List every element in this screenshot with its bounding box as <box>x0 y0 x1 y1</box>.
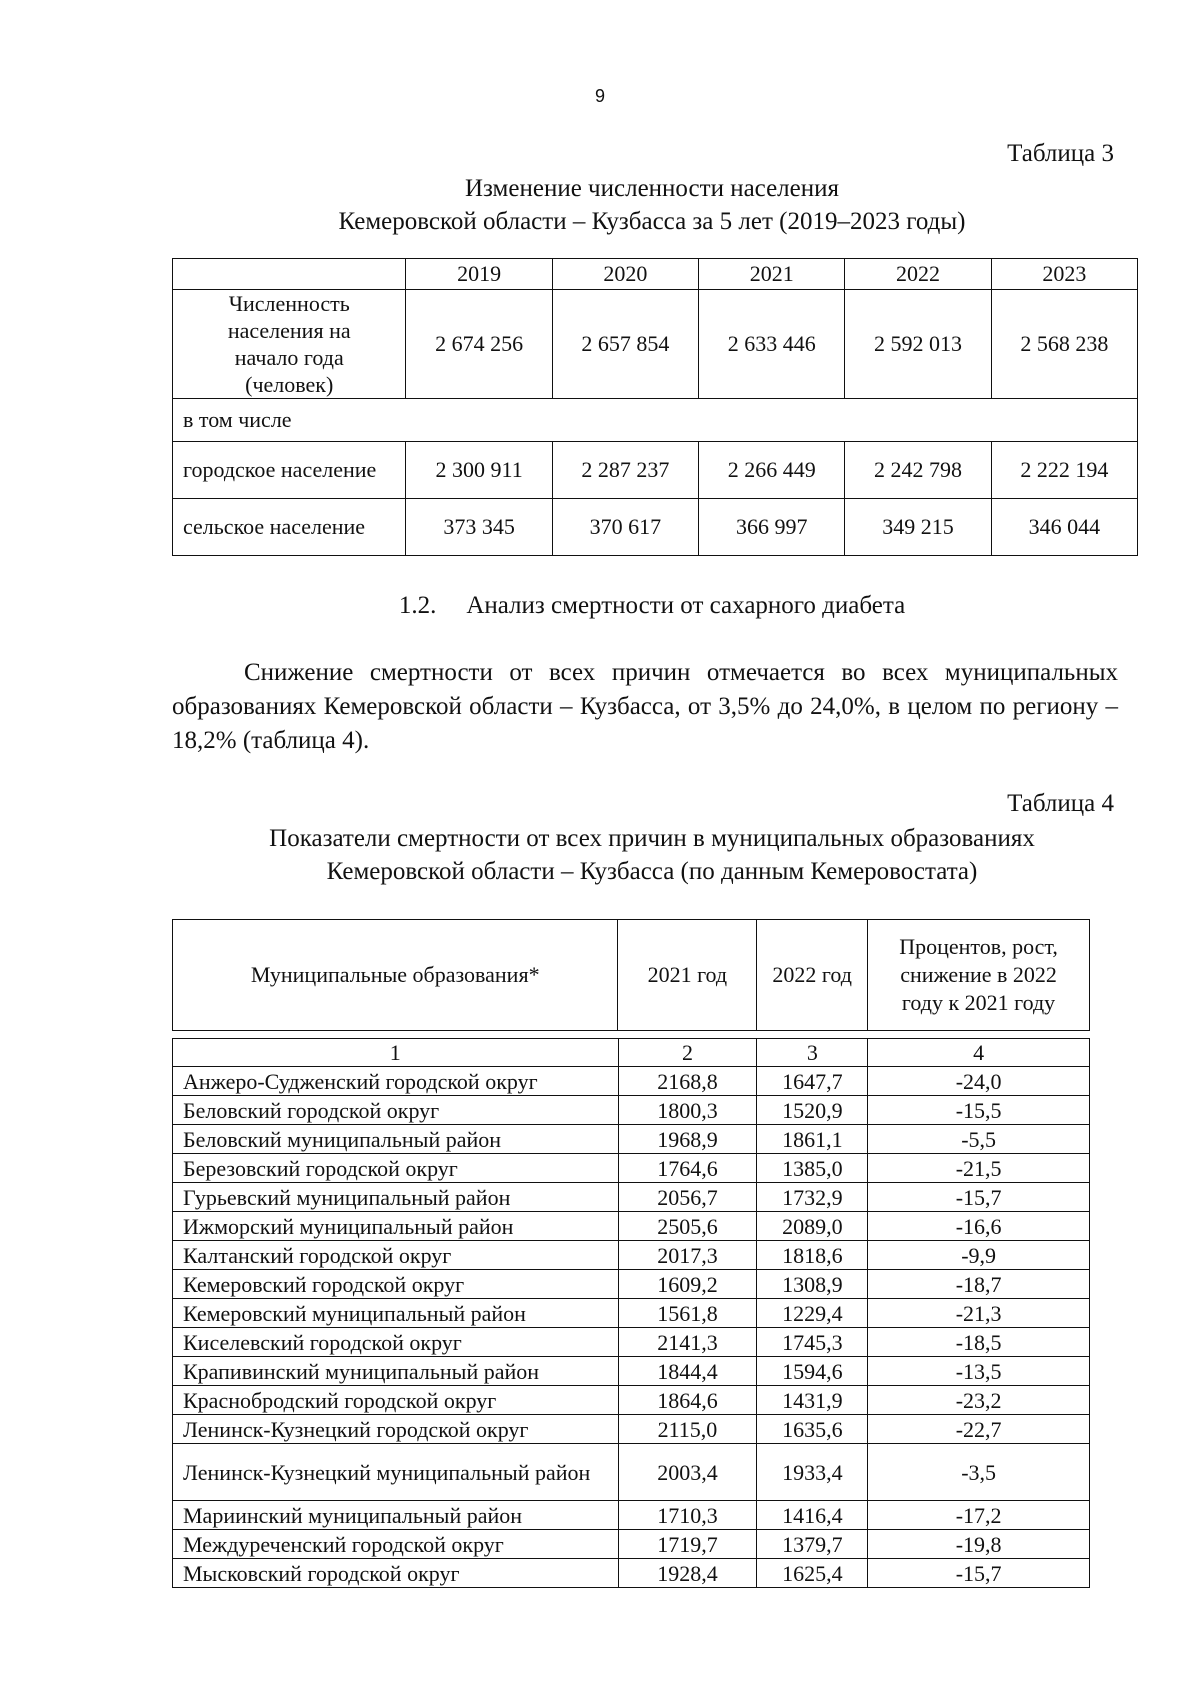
section-heading <box>172 592 1132 620</box>
change-percent: -18,5 <box>868 1328 1090 1357</box>
table-row <box>173 1125 1090 1154</box>
change-percent: -18,7 <box>868 1270 1090 1299</box>
table3-label: Таблица 3 <box>1007 140 1114 167</box>
change-percent: -15,7 <box>868 1183 1090 1212</box>
year-header: 2019 <box>406 259 552 290</box>
change-percent: -22,7 <box>868 1415 1090 1444</box>
value-2022: 1625,4 <box>757 1559 868 1588</box>
header-2022: 2022 год <box>757 920 868 1031</box>
value-2022: 1745,3 <box>757 1328 868 1357</box>
column-number: 4 <box>868 1039 1090 1067</box>
value-2022: 1385,0 <box>757 1154 868 1183</box>
value-2022: 1933,4 <box>757 1444 868 1501</box>
value-2021: 1719,7 <box>618 1530 757 1559</box>
change-percent: -24,0 <box>868 1067 1090 1096</box>
value-2021: 2115,0 <box>618 1415 757 1444</box>
section-title: Анализ смертности от сахарного диабета <box>466 592 906 619</box>
year-header: 2020 <box>552 259 698 290</box>
value-2021: 2505,6 <box>618 1212 757 1241</box>
population-urban-value: 2 266 449 <box>699 442 845 499</box>
section-number: 1.2. <box>398 592 437 619</box>
municipality-name: Киселевский городской округ <box>173 1328 619 1357</box>
population-rural-value: 373 345 <box>406 499 552 556</box>
change-percent: -15,5 <box>868 1096 1090 1125</box>
year-header: 2023 <box>991 259 1137 290</box>
table3-caption-line1: Изменение численности населения <box>464 175 840 202</box>
value-2022: 1861,1 <box>757 1125 868 1154</box>
column-number: 3 <box>757 1039 868 1067</box>
value-2021: 1710,3 <box>618 1501 757 1530</box>
value-2022: 1379,7 <box>757 1530 868 1559</box>
table-row <box>173 1415 1090 1444</box>
value-2022: 1229,4 <box>757 1299 868 1328</box>
value-2021: 1764,6 <box>618 1154 757 1183</box>
column-number: 1 <box>173 1039 619 1067</box>
municipality-name: Кемеровский муниципальный район <box>173 1299 619 1328</box>
municipality-name: Мариинский муниципальный район <box>173 1501 619 1530</box>
change-percent: -23,2 <box>868 1386 1090 1415</box>
value-2021: 1968,9 <box>618 1125 757 1154</box>
change-percent: -15,7 <box>868 1559 1090 1588</box>
population-total-value: 2 657 854 <box>552 290 698 399</box>
table-row <box>173 1559 1090 1588</box>
table4-label: Таблица 4 <box>1007 790 1114 817</box>
mortality-table <box>172 1038 1090 1588</box>
municipality-name: Крапивинский муниципальный район <box>173 1357 619 1386</box>
value-2021: 2017,3 <box>618 1241 757 1270</box>
value-2021: 1928,4 <box>618 1559 757 1588</box>
municipality-name: Анжеро-Судженский городской округ <box>173 1067 619 1096</box>
population-urban-value: 2 300 911 <box>406 442 552 499</box>
value-2022: 1635,6 <box>757 1415 868 1444</box>
table4-caption <box>172 822 1132 888</box>
value-2022: 1308,9 <box>757 1270 868 1299</box>
change-percent: -19,8 <box>868 1530 1090 1559</box>
population-including-row <box>173 399 1138 442</box>
population-urban-value: 2 287 237 <box>552 442 698 499</box>
municipality-name: Калтанский городской округ <box>173 1241 619 1270</box>
population-table <box>172 258 1138 556</box>
value-2022: 1647,7 <box>757 1067 868 1096</box>
municipality-name: Краснобродский городской округ <box>173 1386 619 1415</box>
year-header: 2022 <box>845 259 991 290</box>
municipality-name: Беловский городской округ <box>173 1096 619 1125</box>
value-2022: 1416,4 <box>757 1501 868 1530</box>
municipality-name: Беловский муниципальный район <box>173 1125 619 1154</box>
population-total-value: 2 568 238 <box>991 290 1137 399</box>
value-2021: 1800,3 <box>618 1096 757 1125</box>
table-row <box>173 1357 1090 1386</box>
municipality-name: Мысковский городской округ <box>173 1559 619 1588</box>
value-2022: 2089,0 <box>757 1212 868 1241</box>
value-2021: 1864,6 <box>618 1386 757 1415</box>
population-rural-label: сельское население <box>173 499 406 556</box>
value-2022: 1732,9 <box>757 1183 868 1212</box>
value-2021: 2003,4 <box>618 1444 757 1501</box>
column-number: 2 <box>618 1039 757 1067</box>
population-table-corner-cell <box>173 259 406 290</box>
value-2022: 1520,9 <box>757 1096 868 1125</box>
population-rural-row <box>173 499 1138 556</box>
table4-caption-line2: Кемеровской области – Кузбасса (по данным Кемеровостата) <box>326 858 978 885</box>
table-row <box>173 1212 1090 1241</box>
table-row <box>173 1096 1090 1125</box>
table-row <box>173 1299 1090 1328</box>
population-urban-label: городское население <box>173 442 406 499</box>
population-urban-value: 2 242 798 <box>845 442 991 499</box>
change-percent: -9,9 <box>868 1241 1090 1270</box>
table-row <box>173 1270 1090 1299</box>
table-row <box>173 1067 1090 1096</box>
population-urban-value: 2 222 194 <box>991 442 1137 499</box>
municipality-name: Березовский городской округ <box>173 1154 619 1183</box>
body-paragraph: Снижение смертности от всех причин отмечается во всех муниципальных образованиях Кемеровской области – Кузбасса, от 3,5% до 24,0%, в целом по региону – 18,2% (таблица 4). <box>172 659 1118 754</box>
mortality-table-header-row <box>173 920 1090 1031</box>
municipality-name: Ленинск-Кузнецкий городской округ <box>173 1415 619 1444</box>
table-row <box>173 1183 1090 1212</box>
year-header: 2021 <box>699 259 845 290</box>
population-total-value: 2 633 446 <box>699 290 845 399</box>
table4-caption-line1: Показатели смертности от всех причин в муниципальных образованиях <box>269 825 1035 852</box>
table-row <box>173 1241 1090 1270</box>
table-row <box>173 1328 1090 1357</box>
population-rural-value: 349 215 <box>845 499 991 556</box>
page-number: 9 <box>594 86 605 106</box>
change-percent: -16,6 <box>868 1212 1090 1241</box>
change-percent: -21,5 <box>868 1154 1090 1183</box>
municipality-name: Междуреченский городской округ <box>173 1530 619 1559</box>
column-number-row <box>173 1039 1090 1067</box>
value-2021: 1561,8 <box>618 1299 757 1328</box>
value-2021: 2056,7 <box>618 1183 757 1212</box>
header-municipalities: Муниципальные образования* <box>173 920 618 1031</box>
mortality-table-header <box>172 919 1090 1031</box>
population-rural-value: 370 617 <box>552 499 698 556</box>
change-percent: -3,5 <box>868 1444 1090 1501</box>
change-percent: -5,5 <box>868 1125 1090 1154</box>
population-rural-value: 346 044 <box>991 499 1137 556</box>
population-total-label: Численность населения на начало года (человек) <box>173 290 406 399</box>
value-2021: 1609,2 <box>618 1270 757 1299</box>
table3-caption <box>172 172 1132 238</box>
value-2021: 2168,8 <box>618 1067 757 1096</box>
table-row <box>173 1530 1090 1559</box>
population-rural-value: 366 997 <box>699 499 845 556</box>
value-2021: 1844,4 <box>618 1357 757 1386</box>
municipality-name: Гурьевский муниципальный район <box>173 1183 619 1212</box>
population-urban-row <box>173 442 1138 499</box>
population-table-header-row <box>173 259 1138 290</box>
population-total-value: 2 592 013 <box>845 290 991 399</box>
value-2021: 2141,3 <box>618 1328 757 1357</box>
change-percent: -13,5 <box>868 1357 1090 1386</box>
header-2021: 2021 год <box>618 920 757 1031</box>
change-percent: -17,2 <box>868 1501 1090 1530</box>
value-2022: 1594,6 <box>757 1357 868 1386</box>
change-percent: -21,3 <box>868 1299 1090 1328</box>
header-change: Процентов, рост, снижение в 2022 году к 2021 году <box>868 920 1090 1031</box>
population-including-label: в том числе <box>173 399 1138 442</box>
table-row <box>173 1444 1090 1501</box>
population-total-row <box>173 290 1138 399</box>
value-2022: 1818,6 <box>757 1241 868 1270</box>
municipality-name: Ижморский муниципальный район <box>173 1212 619 1241</box>
value-2022: 1431,9 <box>757 1386 868 1415</box>
table-row <box>173 1386 1090 1415</box>
population-total-value: 2 674 256 <box>406 290 552 399</box>
table-row <box>173 1501 1090 1530</box>
municipality-name: Кемеровский городской округ <box>173 1270 619 1299</box>
table3-caption-line2: Кемеровской области – Кузбасса за 5 лет (2019–2023 годы) <box>338 208 966 235</box>
municipality-name: Ленинск-Кузнецкий муниципальный район <box>173 1444 619 1501</box>
table-row <box>173 1154 1090 1183</box>
